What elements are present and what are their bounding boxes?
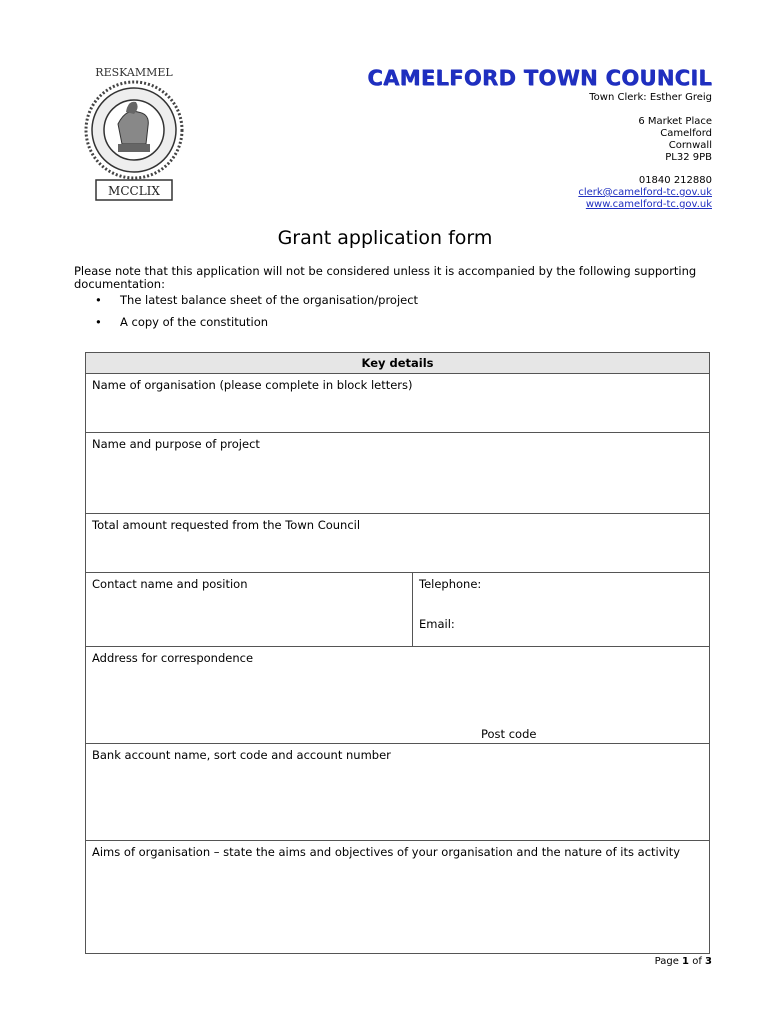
page-title: Grant application form — [277, 227, 493, 249]
page-label: Page — [654, 956, 679, 967]
crest-date: MCCLIX — [108, 184, 160, 198]
town-clerk: Town Clerk: Esther Greig — [589, 92, 712, 103]
list-item: • A copy of the constitution — [95, 315, 418, 337]
contact-name-field[interactable] — [86, 573, 413, 647]
contact-block — [578, 175, 712, 211]
address-field[interactable] — [86, 647, 710, 744]
field-label: Total amount requested from the Town Council — [92, 518, 361, 532]
field-label: Contact name and position — [92, 577, 248, 591]
field-label: Address for correspondence — [92, 651, 254, 665]
aims-field[interactable] — [86, 841, 710, 954]
amount-requested-field[interactable] — [86, 514, 710, 573]
email-link[interactable]: clerk@camelford-tc.gov.uk — [578, 187, 712, 198]
field-label: Name and purpose of project — [92, 437, 260, 451]
address-line: 6 Market Place — [638, 116, 712, 127]
address-block — [638, 116, 712, 164]
council-name: CAMELFORD TOWN COUNCIL — [367, 66, 712, 90]
requirements-list — [95, 293, 418, 337]
intro-text: Please note that this application will not be considered unless it is accompanied by the following supporting documentation: — [74, 264, 697, 291]
address-line: Camelford — [660, 128, 712, 139]
key-details-table — [85, 352, 710, 954]
email-label: Email: — [419, 617, 455, 631]
total-pages: 3 — [705, 956, 712, 967]
address-line: PL32 9PB — [665, 152, 712, 163]
field-label: Bank account name, sort code and account number — [92, 748, 391, 762]
list-item: • The latest balance sheet of the organisation/project — [95, 293, 418, 315]
table-heading: Key details — [86, 353, 710, 374]
telephone-label: Telephone: — [419, 577, 482, 591]
field-label: Name of organisation (please complete in block letters) — [92, 378, 413, 392]
telephone-email-field[interactable] — [413, 573, 710, 647]
council-crest-logo — [76, 64, 192, 204]
current-page: 1 — [682, 956, 690, 967]
crest-motto: RESKAMMEL — [95, 66, 173, 79]
website-link[interactable]: www.camelford-tc.gov.uk — [585, 199, 712, 210]
organisation-name-field[interactable] — [86, 374, 710, 433]
bank-account-field[interactable] — [86, 744, 710, 841]
postcode-label: Post code — [481, 727, 537, 741]
of-label: of — [692, 956, 702, 967]
address-line: Cornwall — [668, 140, 712, 151]
project-field[interactable] — [86, 433, 710, 514]
field-label: Aims of organisation – state the aims and objectives of your organisation and the nature of its activity — [92, 845, 681, 859]
phone-number: 01840 212880 — [638, 175, 712, 186]
page-number — [655, 956, 712, 967]
